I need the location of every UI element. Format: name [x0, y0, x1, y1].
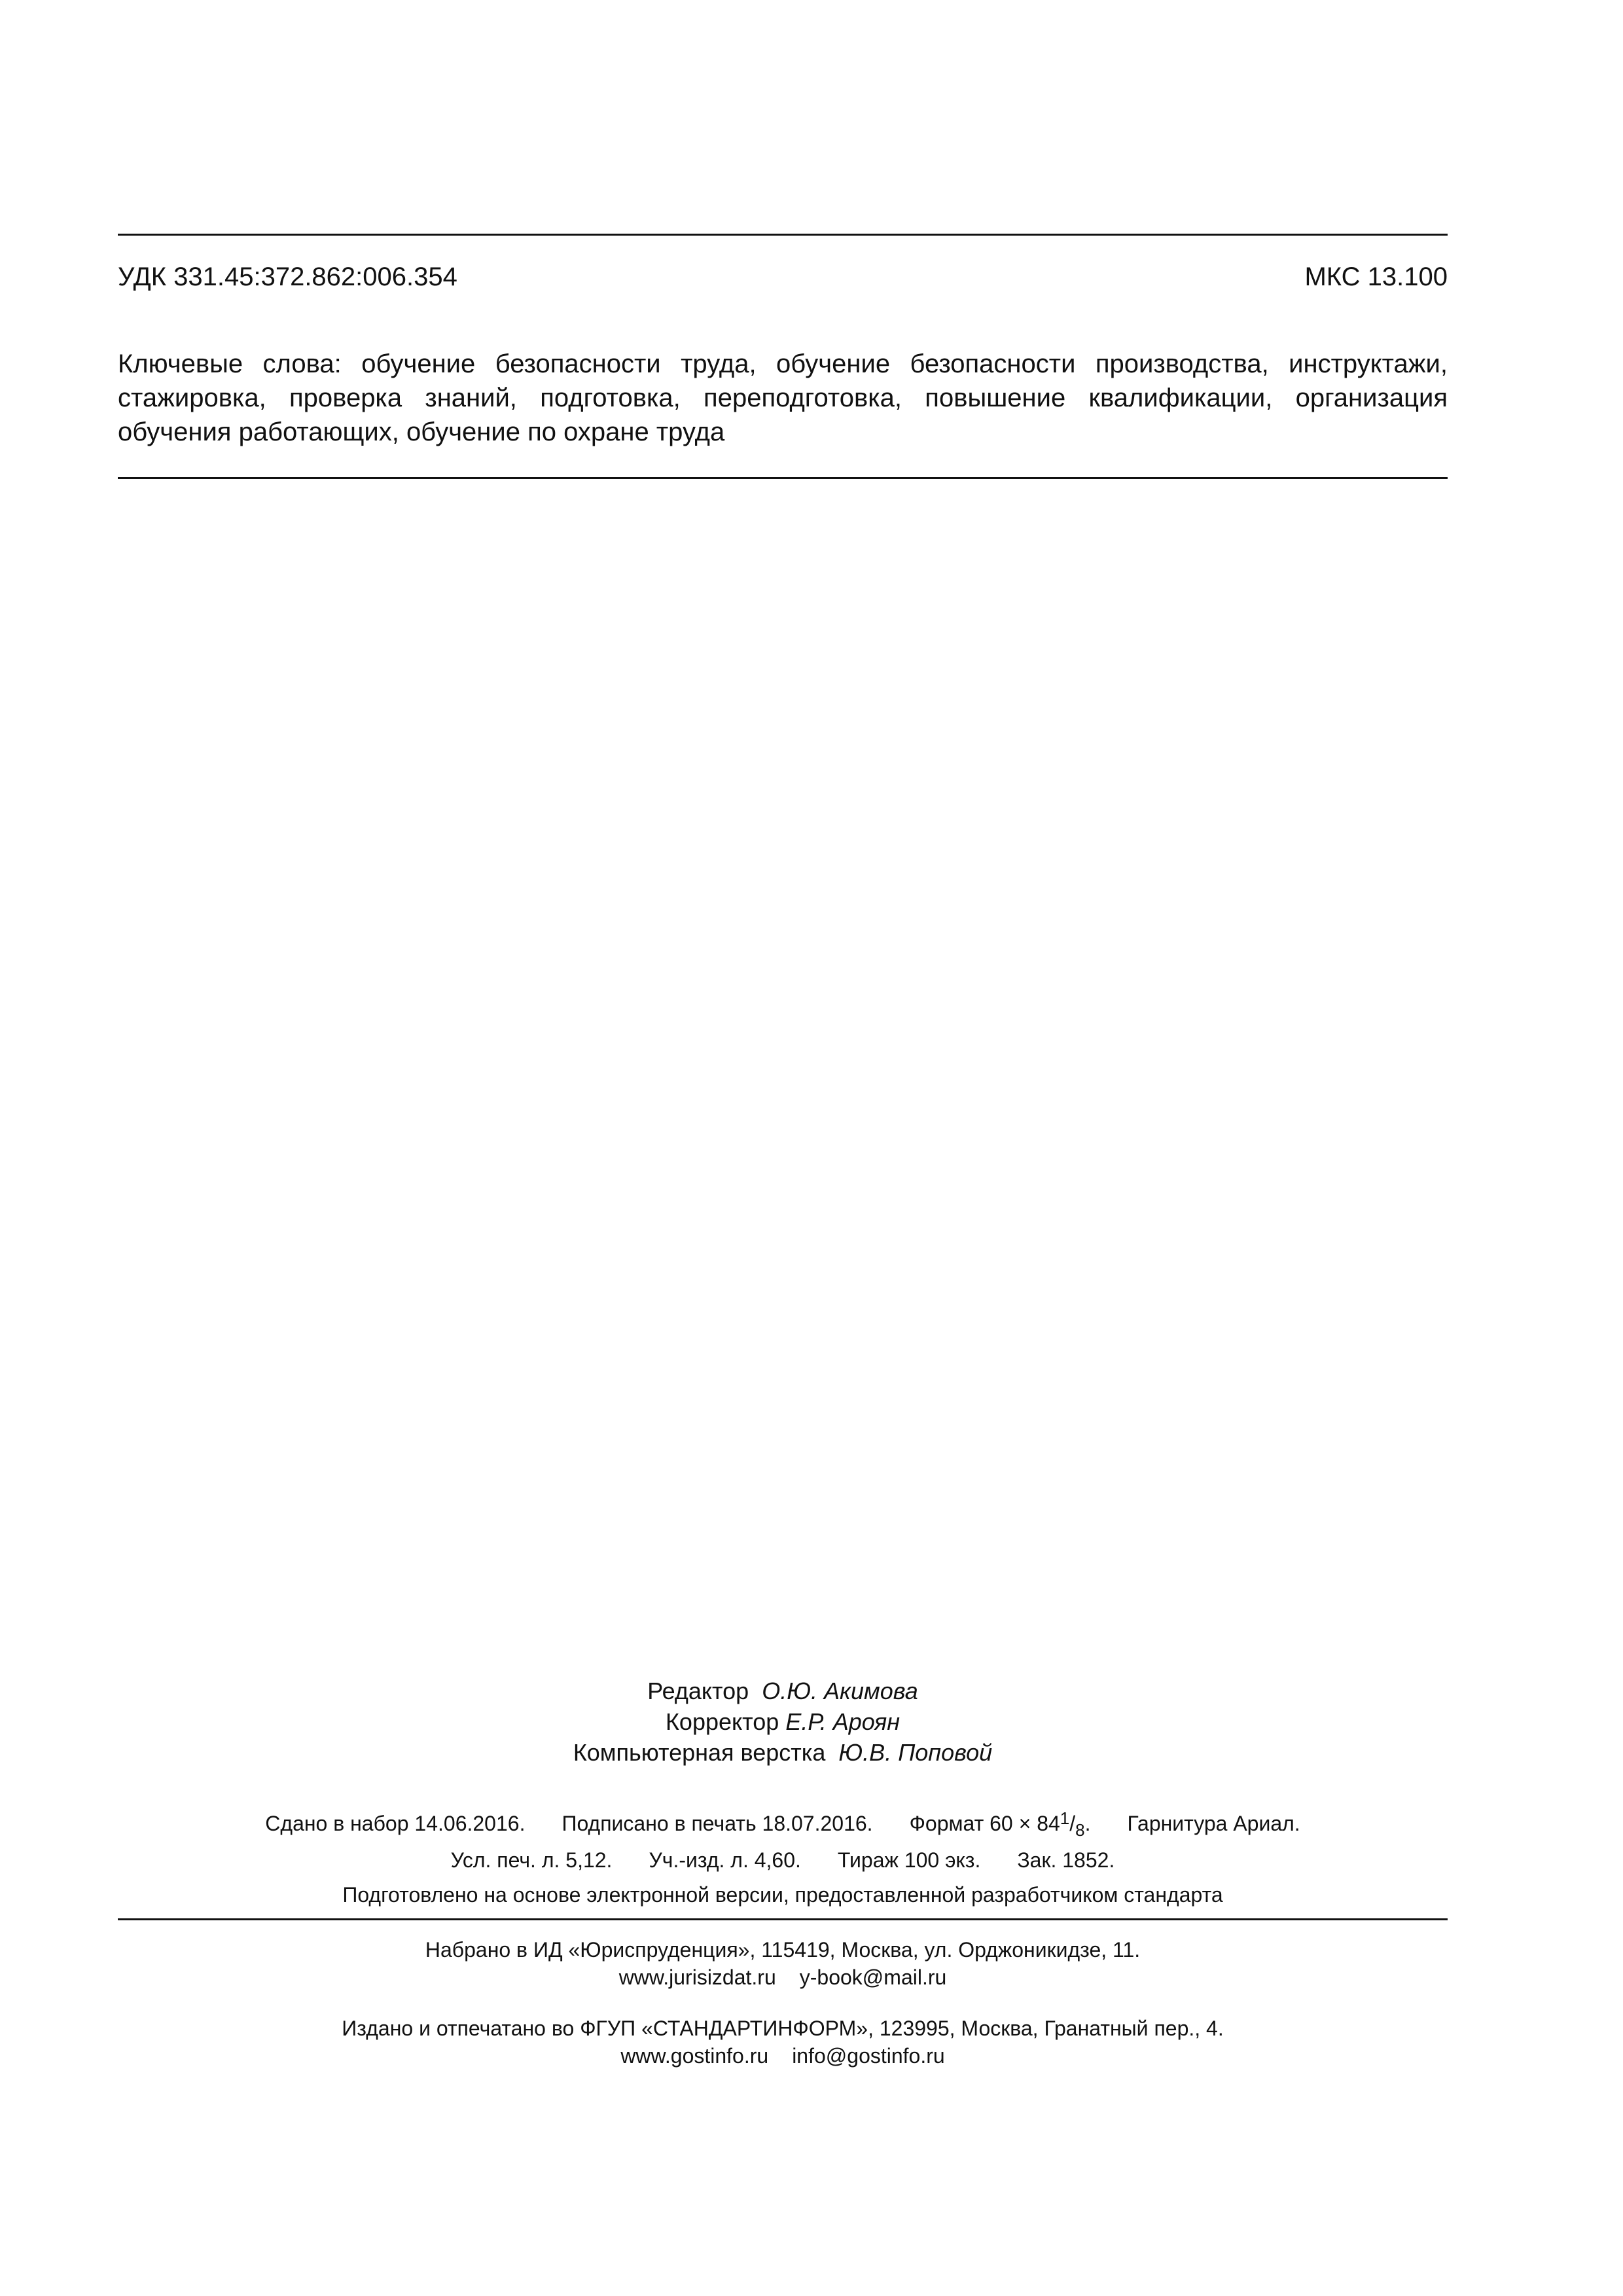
format-prefix: Формат 60 × 84: [909, 1812, 1060, 1835]
layout-name: Ю.В. Поповой: [838, 1739, 993, 1766]
printer-email-link[interactable]: info@gostinfo.ru: [792, 2044, 945, 2068]
paper-format: [909, 1808, 1091, 1840]
layout-label: Компьютерная верстка: [573, 1739, 826, 1766]
format-numerator: 1: [1060, 1808, 1070, 1828]
publisher-website-link[interactable]: www.jurisizdat.ru: [618, 1965, 776, 1989]
mks-code: МКС 13.100: [1304, 262, 1448, 291]
typeface: Гарнитура Ариал.: [1127, 1812, 1300, 1835]
publisher-sheets: Уч.-изд. л. 4,60.: [649, 1848, 801, 1872]
order-number: Зак. 1852.: [1017, 1848, 1115, 1872]
format-suffix: .: [1084, 1812, 1091, 1835]
corrector-name: Е.Р. Ароян: [785, 1708, 901, 1735]
publisher-block: [118, 1936, 1448, 1991]
imprint-block: [118, 1805, 1448, 1911]
udk-code: УДК 331.45:372.862:006.354: [118, 262, 457, 291]
top-divider: [118, 234, 1448, 236]
printer-website-link[interactable]: www.gostinfo.ru: [620, 2044, 769, 2068]
print-run: Тираж 100 экз.: [837, 1848, 981, 1872]
publisher-contacts: [118, 1964, 1448, 1991]
editor-label: Редактор: [647, 1677, 749, 1704]
typeset-date: Сдано в набор 14.06.2016.: [265, 1812, 526, 1835]
printer-address: Издано и отпечатано во ФГУП «СТАНДАРТИНФОРМ», 123995, Москва, Гранатный пер., 4.: [342, 2017, 1224, 2040]
imprint-divider: [118, 1918, 1448, 1920]
editor-line: [118, 1676, 1448, 1706]
classification-codes: [118, 260, 1448, 293]
publisher-address: Набрано в ИД «Юриспруденция», 115419, Москва, ул. Орджоникидзе, 11.: [425, 1938, 1141, 1962]
publisher-email-link[interactable]: y-book@mail.ru: [799, 1965, 947, 1989]
editor-name: О.Ю. Акимова: [762, 1677, 918, 1704]
printer-block: [118, 2015, 1448, 2070]
corrector-label: Корректор: [665, 1708, 779, 1735]
corrector-line: [118, 1706, 1448, 1737]
imprint-line-1: [118, 1805, 1448, 1842]
format-denominator: 8: [1075, 1820, 1085, 1840]
keywords-paragraph: Ключевые слова: обучение безопасности труда, обучение безопасности производства, инструктажи, стажировка, проверка знаний, подготовка, переподготовка, повышение квалификации, организация обучения работающих, обучение по охране труда: [118, 350, 1448, 446]
format-slash: /: [1069, 1812, 1076, 1835]
signed-date: Подписано в печать 18.07.2016.: [562, 1812, 873, 1835]
prepared-note: Подготовлено на основе электронной версии, предоставленной разработчиком стандарта: [342, 1883, 1223, 1907]
imprint-line-2: [118, 1842, 1448, 1878]
keywords-divider: [118, 477, 1448, 479]
print-sheets: Усл. печ. л. 5,12.: [450, 1848, 613, 1872]
layout-line: [118, 1737, 1448, 1768]
printer-contacts: [118, 2042, 1448, 2070]
credits-block: [118, 1676, 1448, 1768]
